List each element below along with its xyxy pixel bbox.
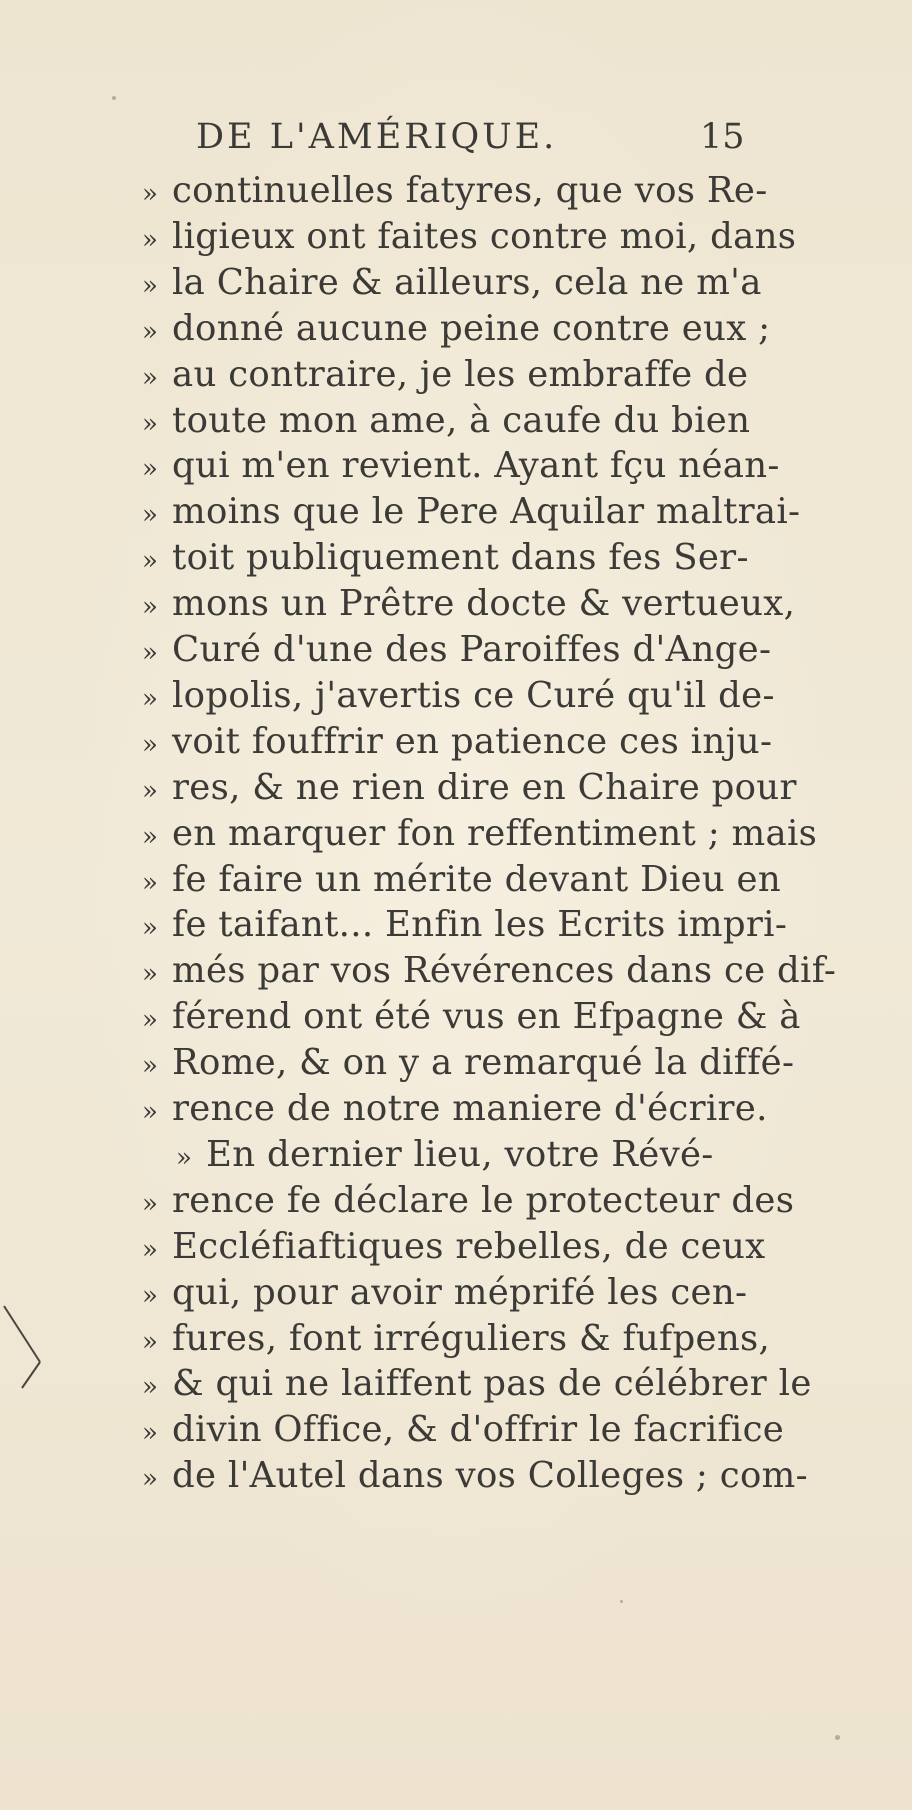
quotation-guillemet: » xyxy=(142,1372,159,1403)
quotation-guillemet: » xyxy=(142,1280,159,1311)
text-line xyxy=(142,857,781,903)
quotation-guillemet: » xyxy=(142,775,159,806)
quotation-guillemet: » xyxy=(142,1097,159,1127)
text-line xyxy=(142,948,836,994)
paper-speck xyxy=(835,1735,840,1740)
text-line xyxy=(142,306,770,352)
line-text: En dernier lieu, votre Révé- xyxy=(206,1133,714,1175)
paper-speck xyxy=(112,96,116,100)
text-line xyxy=(142,443,780,489)
margin-pen-stroke xyxy=(0,1300,60,1420)
quotation-guillemet: » xyxy=(142,1005,159,1036)
line-text: continuelles fatyres, que vos Re- xyxy=(172,170,768,211)
line-text: Rome, & on y a remarqué la diffé- xyxy=(172,1042,795,1084)
line-text: voit fouffrir en patience ces inju- xyxy=(172,720,773,762)
quotation-guillemet: » xyxy=(142,821,159,852)
line-text: moins que le Pere Aquilar maltrai- xyxy=(172,491,801,533)
running-title: DE L'AMÉRIQUE. xyxy=(196,117,558,157)
quotation-guillemet: » xyxy=(142,592,159,623)
paper-speck xyxy=(620,1600,623,1603)
line-text: qui m'en revient. Ayant fçu néan- xyxy=(172,445,780,487)
text-line xyxy=(142,1453,808,1499)
text-line xyxy=(142,1316,770,1362)
line-text: & qui ne laiffent pas de célébrer le xyxy=(172,1363,812,1405)
quotation-guillemet: » xyxy=(142,683,159,714)
text-line xyxy=(142,489,800,535)
text-line xyxy=(142,260,762,306)
quotation-guillemet: » xyxy=(142,1326,159,1357)
text-line xyxy=(142,168,768,214)
text-line xyxy=(142,1270,747,1316)
text-line xyxy=(142,994,801,1040)
line-text: qui, pour avoir méprifé les cen- xyxy=(172,1271,748,1313)
quotation-guillemet: » xyxy=(142,1051,159,1082)
line-text: Curé d'une des Paroiffes d'Ange- xyxy=(172,629,772,670)
line-text: rence fe déclare le protecteur des xyxy=(172,1179,795,1221)
quotation-guillemet: » xyxy=(142,179,159,209)
quotation-guillemet: » xyxy=(142,316,159,347)
line-text: donné aucune peine contre eux ; xyxy=(172,307,771,349)
text-line xyxy=(142,214,796,260)
text-line xyxy=(176,1132,714,1178)
quotation-guillemet: » xyxy=(142,270,159,301)
quotation-guillemet: » xyxy=(142,224,159,255)
line-text: toute mon ame, à caufe du bien xyxy=(172,399,751,441)
text-line xyxy=(142,1407,784,1453)
text-line xyxy=(142,673,775,719)
quotation-guillemet: » xyxy=(142,1234,159,1265)
quotation-guillemet: » xyxy=(176,1142,193,1173)
quotation-guillemet: » xyxy=(142,1464,159,1495)
line-text: res, & ne rien dire en Chaire pour xyxy=(172,766,797,808)
text-line xyxy=(142,811,817,857)
line-text: ligieux ont faites contre moi, dans xyxy=(172,215,797,257)
text-line xyxy=(142,352,748,398)
quotation-guillemet: » xyxy=(142,408,159,439)
running-head xyxy=(0,112,912,162)
text-line xyxy=(142,398,750,444)
text-line xyxy=(142,902,787,948)
quotation-guillemet: » xyxy=(142,454,159,485)
line-text: lopolis, j'avertis ce Curé qu'il de- xyxy=(172,674,775,716)
line-text: la Chaire & ailleurs, cela ne m'a xyxy=(172,261,762,303)
line-text: au contraire, je les embraffe de xyxy=(172,353,749,395)
text-line xyxy=(142,1086,768,1132)
line-text: rence de notre maniere d'écrire. xyxy=(172,1088,768,1129)
quotation-guillemet: » xyxy=(142,729,159,760)
line-text: en marquer fon reffentiment ; mais xyxy=(172,812,818,854)
text-line xyxy=(142,1361,812,1407)
quotation-guillemet: » xyxy=(142,1188,159,1219)
line-text: més par vos Révérences dans ce dif- xyxy=(172,950,837,992)
quotation-guillemet: » xyxy=(142,546,159,577)
quotation-guillemet: » xyxy=(142,867,159,898)
line-text: fe faire un mérite devant Dieu en xyxy=(172,858,782,900)
text-line xyxy=(142,765,797,811)
text-line xyxy=(142,1224,765,1270)
text-line xyxy=(142,535,749,581)
text-line xyxy=(142,1040,794,1086)
line-text: fe taifant... Enfin les Ecrits impri- xyxy=(172,904,788,946)
line-text: mons un Prêtre docte & vertueux, xyxy=(172,583,796,625)
line-text: fures, font irréguliers & fufpens, xyxy=(172,1317,771,1359)
quotation-guillemet: » xyxy=(142,500,159,531)
quotation-guillemet: » xyxy=(142,638,159,668)
line-text: férend ont été vus en Efpagne & à xyxy=(172,996,801,1038)
text-line xyxy=(142,627,771,673)
line-text: divin Office, & d'offrir le facrifice xyxy=(172,1409,785,1451)
text-line xyxy=(142,1178,794,1224)
line-text: toit publiquement dans fes Ser- xyxy=(172,537,749,579)
line-text: de l'Autel dans vos Colleges ; com- xyxy=(172,1455,808,1497)
page-number: 15 xyxy=(700,117,745,157)
line-text: Eccléfiaftiques rebelles, de ceux xyxy=(172,1225,766,1267)
quotation-guillemet: » xyxy=(142,1418,159,1449)
text-line xyxy=(142,581,795,627)
text-line xyxy=(142,719,772,765)
quotation-guillemet: » xyxy=(142,959,159,990)
quotation-guillemet: » xyxy=(142,362,159,393)
quotation-guillemet: » xyxy=(142,913,159,944)
